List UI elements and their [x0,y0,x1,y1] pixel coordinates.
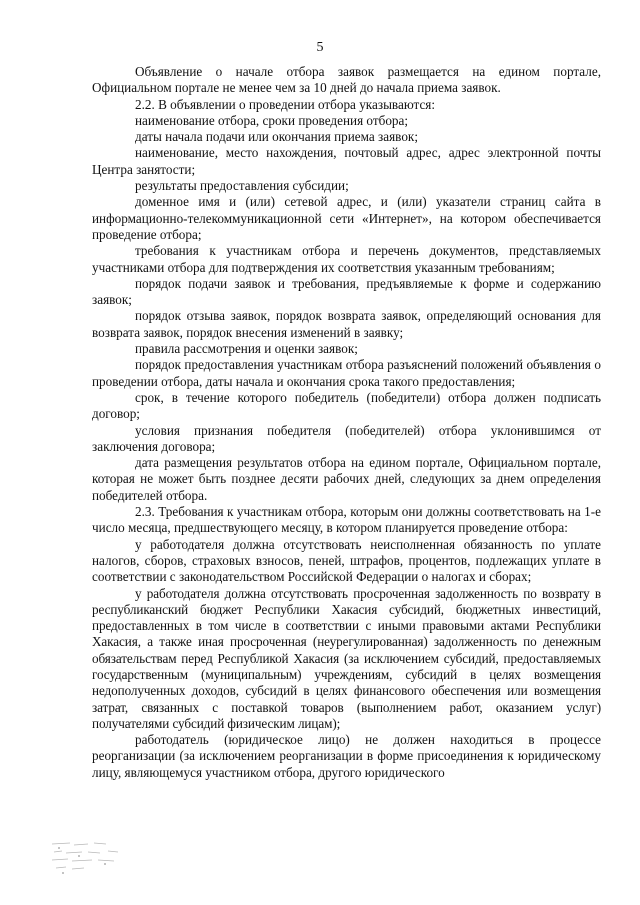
paragraph-item: порядок подачи заявок и требования, предъявляемые к форме и содержанию заявок; [92,275,601,308]
paragraph-2-2-heading: 2.2. В объявлении о проведении отбора указываются: [135,96,436,112]
paragraph-item: порядок отзыва заявок, порядок возврата заявок, определяющий основания для возврата заявок, порядок внесения изменений в заявку; [92,308,601,340]
scan-stamp-mark [48,834,168,878]
paragraph-requirement: работодатель (юридическое лицо) не должен находиться в процессе реорганизации (за исключением реорганизации в форме присоединения к юридическому лицу, являющемуся участником отбора, другого юридического [92,732,601,780]
paragraph-item: доменное имя и (или) сетевой адрес, и (или) указатели страниц сайта в информационно-телекоммуникационной сети «Интернет», на котором обеспечивается проведение отбора; [92,194,601,242]
paragraph-item: дата размещения результатов отбора на едином портале, Официальном портале, которая не может быть позднее десяти рабочих дней, следующих за днем определения победителей отбора. [92,455,601,503]
paragraph-item: результаты предоставления субсидии; [135,178,349,194]
paragraph-item: условия признания победителя (победителей) отбора уклонившимся от заключения договора; [92,422,601,454]
paragraph-item: даты начала подачи или окончания приема заявок; [135,129,418,145]
document-body [92,64,601,781]
page-number: 5 [316,40,324,55]
paragraph-requirement: у работодателя должна отсутствовать просроченная задолженность по возврату в республиканский бюджет Республики Хакасия субсидий, бюджетных инвестиций, предоставленных в том числе в соответствии с иными правовыми актами Республики Хакасия, а также иная просроченная (неурегулированная) задолженность по денежным обязательствам перед Республикой Хакасия (за исключением субсидий, предоставляемых государственным (муниципальным) учреждениям, субсидий в целях возмещения недополученных доходов, субсидий в целях финансового обеспечения или возмещения затрат, связанных с поставкой товаров (выполнением работ, оказанием услуг) получателями субсидий физическим лицам); [92,585,601,731]
paragraph-item: требования к участникам отбора и перечень документов, представляемых участниками отбора для подтверждения их соответствия указанным требованиям; [92,243,601,275]
paragraph-item: порядок предоставления участникам отбора разъяснений положений объявления о проведении отбора, даты начала и окончания срока такого предоставления; [92,357,601,389]
paragraph-requirement: у работодателя должна отсутствовать неисполненная обязанность по уплате налогов, сборов, страховых взносов, пеней, штрафов, процентов, подлежащих уплате в соответствии с законодательством Российской Федерации о налогах и сборах; [92,536,601,585]
paragraph-item: наименование, место нахождения, почтовый адрес, адрес электронной почты Центра занятости; [92,145,601,177]
paragraph-item: правила рассмотрения и оценки заявок; [135,341,358,357]
paragraph-item: срок, в течение которого победитель (победители) отбора должен подписать договор; [92,389,601,422]
paragraph-2-3-heading: 2.3. Требования к участникам отбора, которым они должны соответствовать на 1-е число месяца, предшествующего месяцу, в котором планируется проведение отбора: [92,504,601,536]
paragraph-announcement: Объявление о начале отбора заявок размещается на едином портале, Официальном портале не менее чем за 10 дней до начала приема заявок. [92,64,601,96]
paragraph-item: наименование отбора, сроки проведения отбора; [135,112,409,128]
